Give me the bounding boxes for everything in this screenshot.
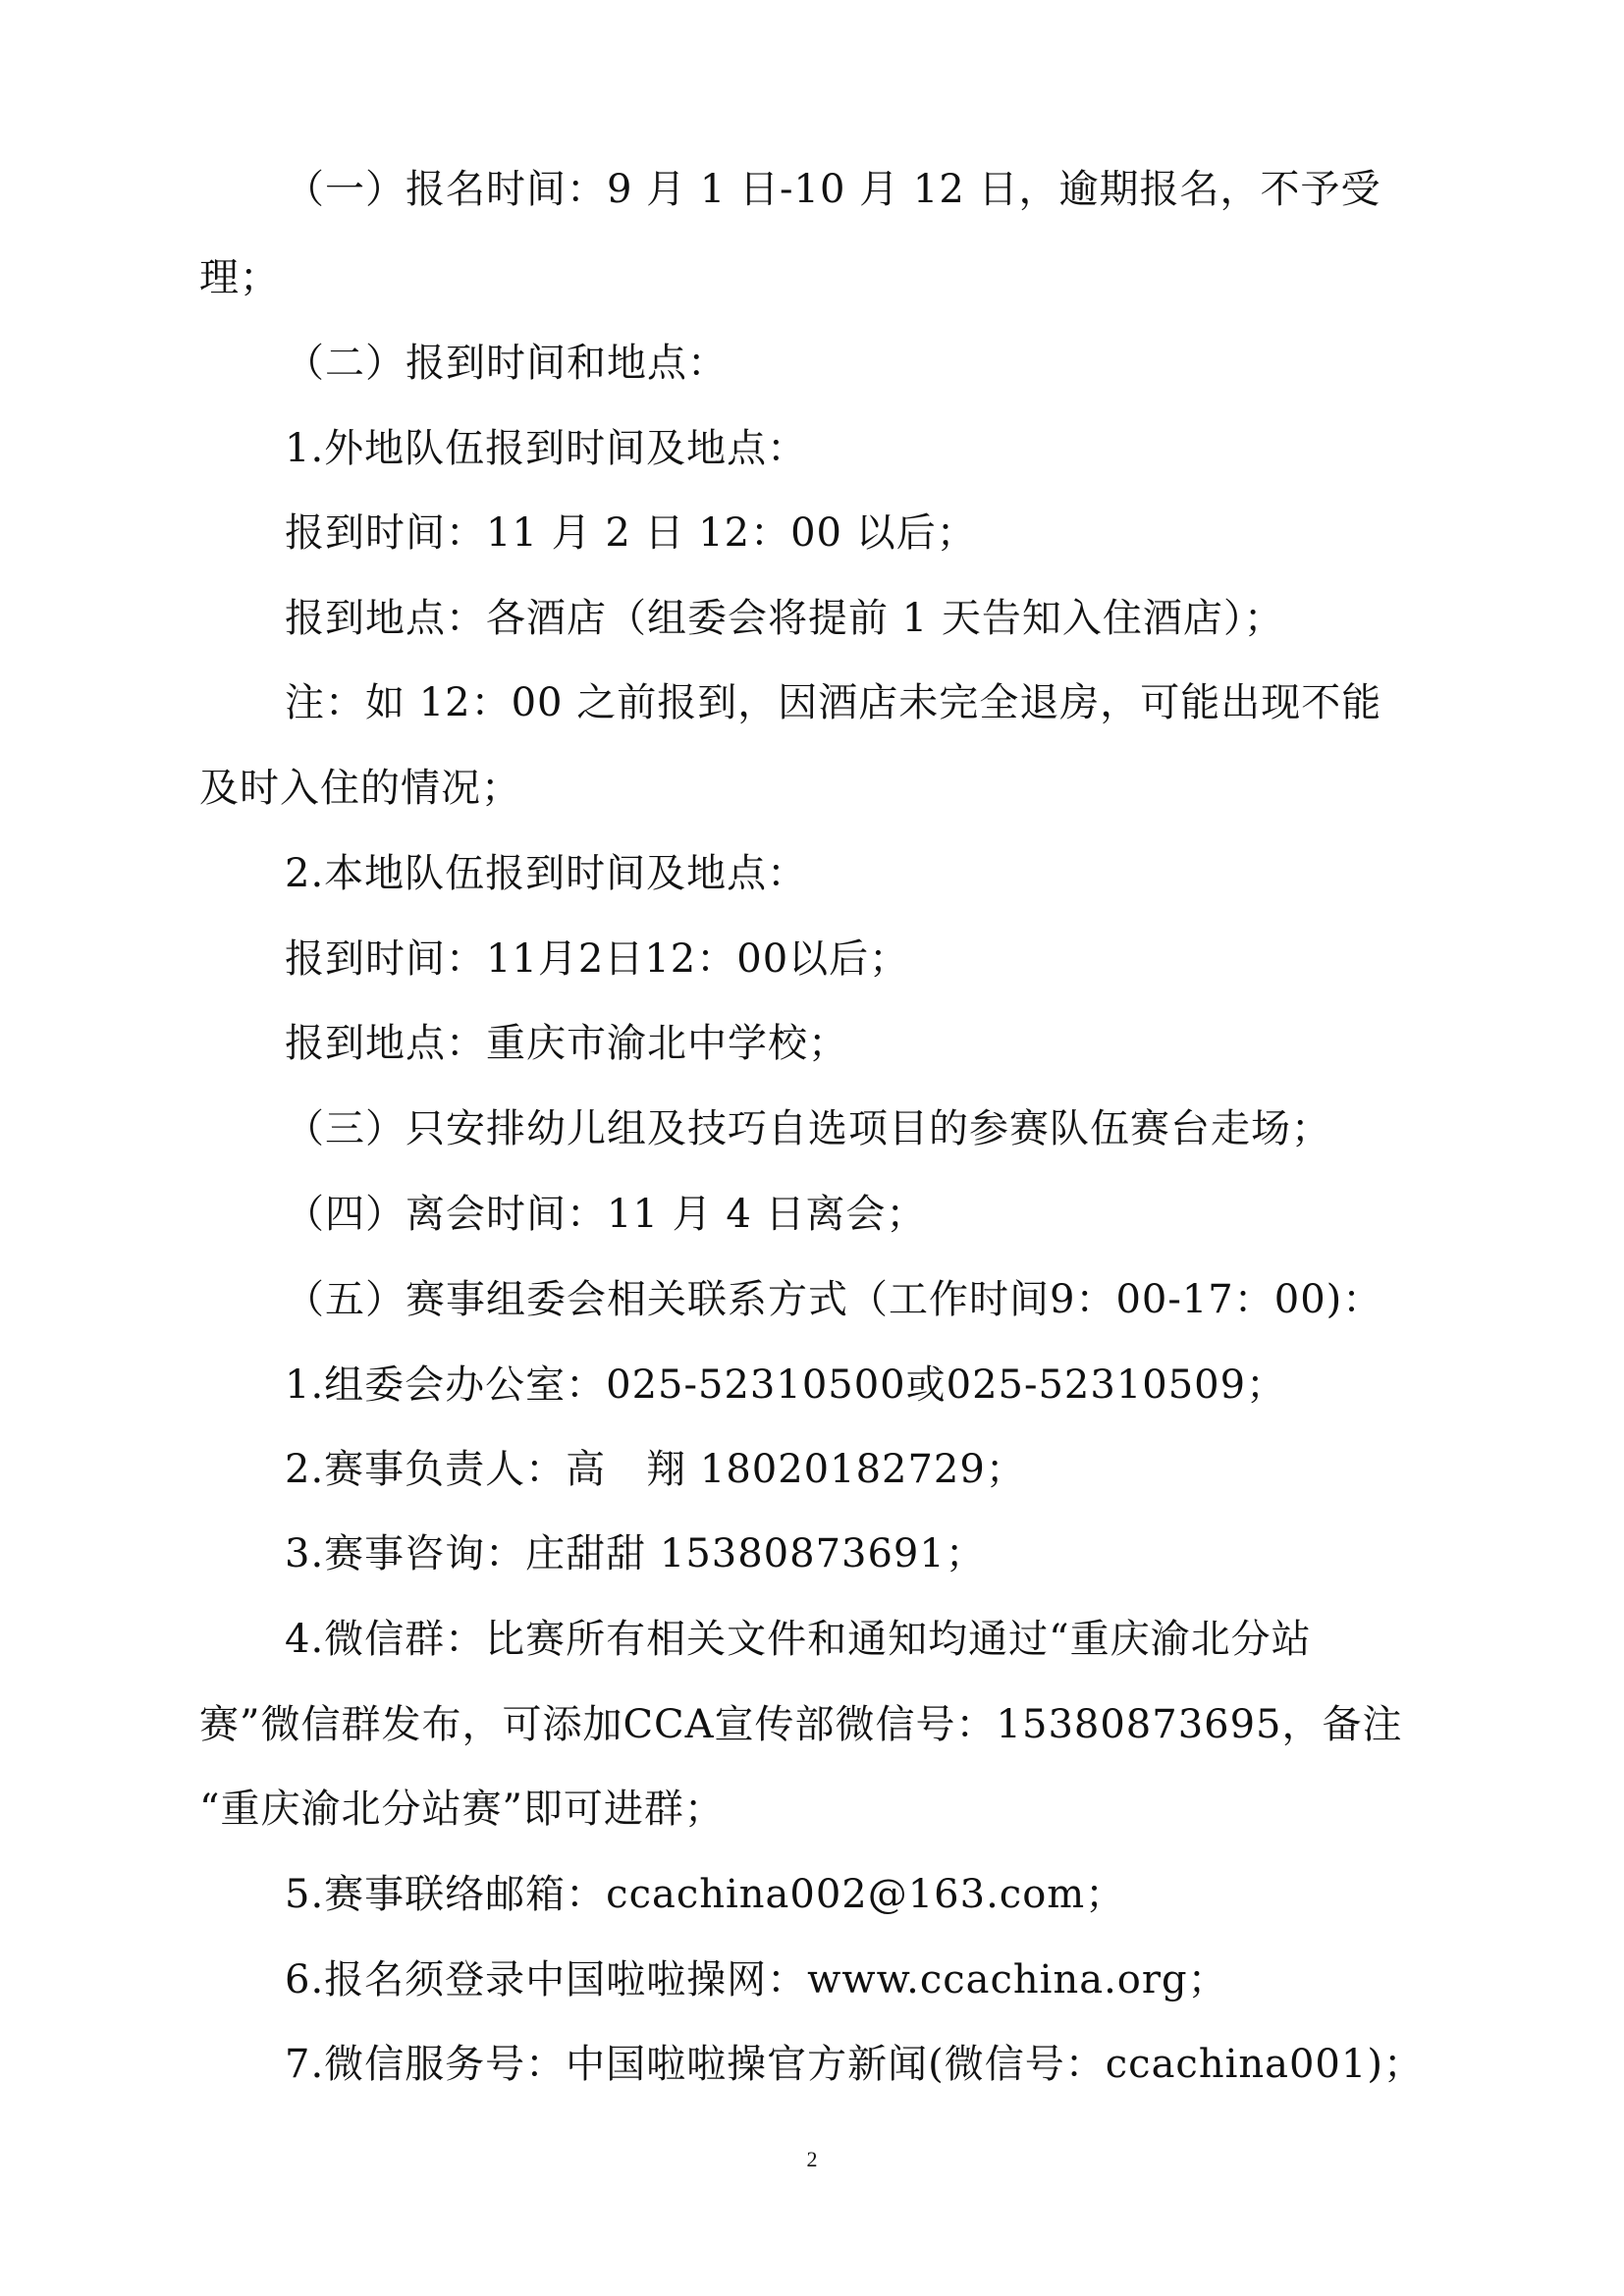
wechat-service-line: 7.微信服务号：中国啦啦操官方新闻(微信号：ccachina001)； xyxy=(285,2042,1424,2087)
departure-time-line: （四）离会时间：11 月 4 日离会； xyxy=(285,1192,927,1237)
office-phone-line: 1.组委会办公室：025-52310500或025-52310509； xyxy=(285,1362,1287,1408)
outside-team-heading: 1.外地队伍报到时间及地点： xyxy=(285,426,808,471)
wechat-group-line: 4.微信群：比赛所有相关文件和通知均通过“重庆渝北分站 xyxy=(285,1617,1312,1662)
event-manager-line: 2.赛事负责人：高 翔 18020182729； xyxy=(285,1447,1026,1492)
outside-team-checkin-time: 报到时间：11 月 2 日 12：00 以后； xyxy=(285,510,977,556)
contact-heading: （五）赛事组委会相关联系方式（工作时间9：00-17：00)： xyxy=(285,1277,1383,1322)
local-team-checkin-place: 报到地点：重庆市渝北中学校； xyxy=(285,1021,848,1066)
registration-website-line: 6.报名须登录中国啦啦操网：www.ccachina.org； xyxy=(285,1957,1228,2002)
contact-email-line: 5.赛事联络邮箱：ccachina002@163.com； xyxy=(285,1872,1126,1917)
checkin-heading: （二）报到时间和地点： xyxy=(285,341,728,386)
local-team-checkin-time: 报到时间：11月2日12：00以后； xyxy=(285,936,910,982)
outside-team-checkin-place: 报到地点：各酒店（组委会将提前 1 天告知入住酒店）； xyxy=(285,596,1284,641)
checkin-note: 注：如 12：00 之前报到，因酒店未完全退房，可能出现不能 xyxy=(285,680,1382,725)
wechat-group-line-cont: 赛”微信群发布，可添加CCA宣传部微信号：15380873695，备注 xyxy=(199,1702,1403,1747)
registration-period-line-cont: 理； xyxy=(199,255,280,300)
page-number: 2 xyxy=(806,2147,818,2171)
stage-walkthrough-line: （三）只安排幼儿组及技巧自选项目的参赛队伍赛台走场； xyxy=(285,1106,1331,1151)
event-consult-line: 3.赛事咨询：庄甜甜 15380873691； xyxy=(285,1531,986,1576)
registration-period-line: （一）报名时间：9 月 1 日-10 月 12 日，逾期报名，不予受 xyxy=(285,167,1381,212)
wechat-group-line-end: “重庆渝北分站赛”即可进群； xyxy=(199,1787,725,1832)
checkin-note-cont: 及时入住的情况； xyxy=(199,766,521,811)
local-team-heading: 2.本地队伍报到时间及地点： xyxy=(285,851,808,896)
